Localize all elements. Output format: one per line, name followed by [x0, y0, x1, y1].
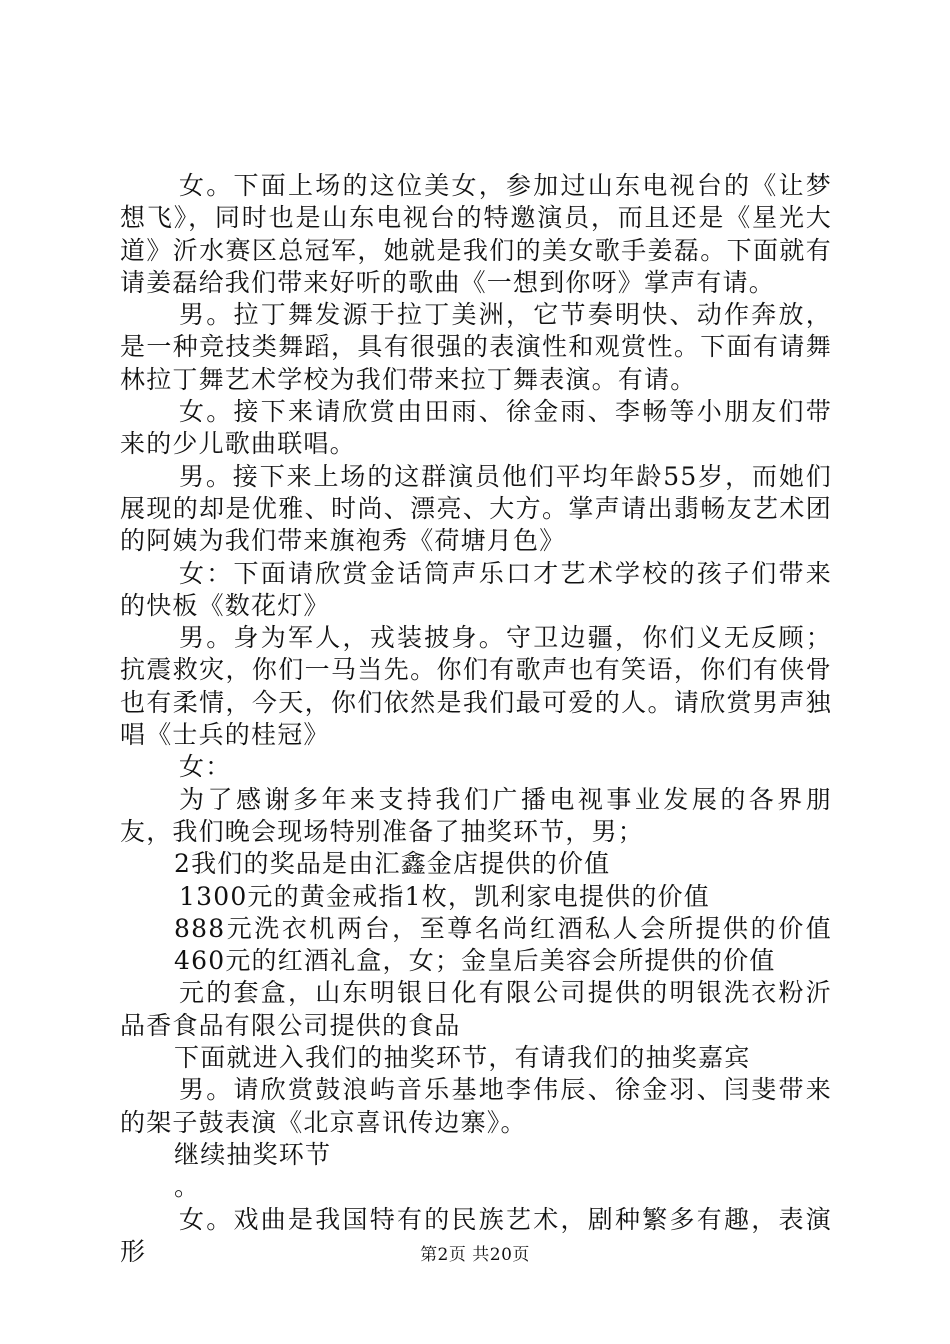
paragraph-female-host-label: 女： — [179, 752, 232, 782]
document-body — [120, 170, 832, 1268]
paragraph-period: 。 — [174, 1172, 201, 1202]
paragraph-lottery-start: 下面就进入我们的抽奖环节，有请我们的抽奖嘉宾 — [174, 1043, 751, 1073]
paragraph-female-host-jiang-lei: 女。下面上场的这位美女，参加过山东电视台的《让梦想飞》，同时也是山东电视台的特邀演员，而且还是《星光大道》沂水赛区总冠军，她就是我们的美女歌手姜磊。下面就有请姜磊给我们带来好听的歌曲《一想到你呀》掌声有请。 — [120, 171, 832, 297]
paragraph-female-host-kuaiban: 女：下面请欣赏金话筒声乐口才艺术学校的孩子们带来的快板《数花灯》 — [120, 558, 832, 620]
paragraph-prize-gift-sets: 元的套盒，山东明银日化有限公司提供的明银洗衣粉沂品香食品有限公司提供的食品 — [120, 978, 832, 1040]
paragraph-male-host-latin-dance: 男。拉丁舞发源于拉丁美洲，它节奏明快、动作奔放，是一种竞技类舞蹈，具有很强的表演性和观赏性。下面有请舞林拉丁舞艺术学校为我们带来拉丁舞表演。有请。 — [120, 300, 832, 394]
paragraph-male-host-soldier-song: 男。身为军人，戎装披身。守卫边疆，你们义无反顾；抗震救灾，你们一马当先。你们有歌声也有笑语，你们有侠骨也有柔情，今天，你们依然是我们最可爱的人。请欣赏男声独唱《士兵的桂冠》 — [120, 623, 832, 750]
page-number-footer: 第2页 共20页 — [420, 1245, 530, 1265]
paragraph-prize-gold-ring: 1300元的黄金戒指1枚，凯利家电提供的价值 — [179, 881, 710, 911]
paragraph-prize-intro: 2我们的奖品是由汇鑫金店提供的价值 — [174, 849, 611, 879]
paragraph-prize-washer-wine: 888元洗衣机两台，至尊名尚红酒私人会所提供的价值460元的红酒礼盒，女；金皇后美容会所提供的价值 — [174, 913, 832, 976]
paragraph-female-host-opera: 女。戏曲是我国特有的民族艺术，剧种繁多有趣，表演形 — [120, 1204, 832, 1266]
paragraph-continue-lottery: 继续抽奖环节 — [174, 1139, 332, 1169]
paragraph-lottery-intro: 为了感谢多年来支持我们广播电视事业发展的各界朋友，我们晚会现场特别准备了抽奖环节，男； — [120, 784, 832, 846]
paragraph-male-host-qipao-show: 男。接下来上场的这群演员他们平均年龄55岁，而她们展现的却是优雅、时尚、漂亮、大方。掌声请出翡畅友艺术团的阿姨为我们带来旗袍秀《荷塘月色》 — [120, 461, 832, 556]
paragraph-female-host-children-songs: 女。接下来请欣赏由田雨、徐金雨、李畅等小朋友们带来的少儿歌曲联唱。 — [120, 397, 832, 459]
paragraph-male-host-drums: 男。请欣赏鼓浪屿音乐基地李伟辰、徐金羽、闫斐带来的架子鼓表演《北京喜讯传边寨》。 — [120, 1075, 832, 1137]
